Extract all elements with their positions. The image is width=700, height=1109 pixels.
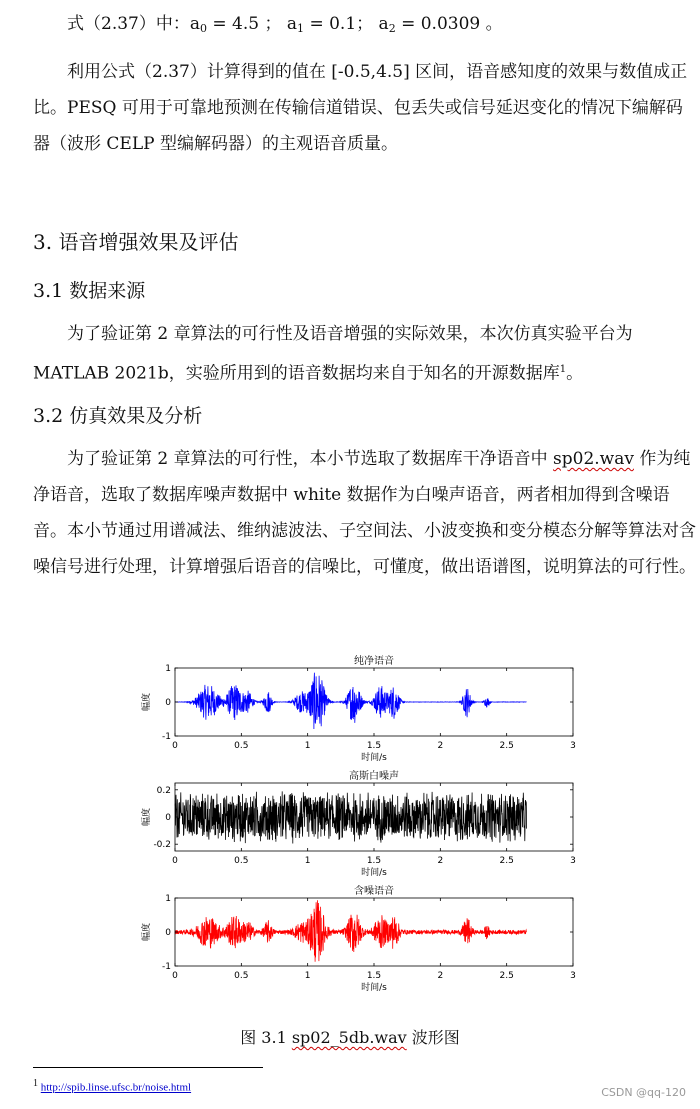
- y-tick-label: 0: [165, 928, 171, 938]
- param-a2: $a_2 = 0.0309$ 。: [373, 14, 503, 35]
- waveform-figure: [0, 648, 700, 1013]
- footnote: [33, 1078, 191, 1094]
- section-heading-3-2: 3.2 仿真效果及分析: [33, 405, 203, 427]
- x-tick-label: 1: [304, 741, 311, 751]
- x-tick-label: 1: [304, 856, 311, 866]
- section-heading-3-1: 3.1 数据来源: [33, 280, 146, 302]
- x-tick-label: 0.5: [234, 971, 249, 981]
- x-tick-label: 1: [304, 971, 311, 981]
- white-noise-chart: [140, 769, 576, 878]
- watermark: CSDN @qq-120: [601, 1086, 686, 1099]
- x-tick-label: 3: [570, 971, 576, 981]
- x-axis-label: 时间/s: [361, 868, 387, 878]
- y-tick-label: 1: [165, 664, 171, 674]
- x-tick-label: 3: [570, 856, 576, 866]
- y-tick-label: -1: [162, 962, 171, 972]
- y-axis-label: 幅度: [142, 807, 152, 827]
- caption-filename: sp02_5db.wav: [291, 1028, 407, 1047]
- waveform-line: [175, 673, 527, 729]
- waveform-line: [175, 900, 527, 962]
- section-heading-3: 3. 语音增强效果及评估: [33, 230, 239, 254]
- y-axis-label: 幅度: [142, 692, 152, 712]
- footnote-number: 1: [33, 1078, 38, 1089]
- y-tick-label: 0: [165, 813, 171, 823]
- x-tick-label: 0.5: [234, 856, 249, 866]
- x-tick-label: 0: [172, 856, 178, 866]
- x-tick-label: 2: [437, 856, 444, 866]
- y-tick-label: 0.2: [156, 785, 171, 796]
- x-tick-label: 2: [437, 971, 444, 981]
- x-tick-label: 0: [172, 971, 178, 981]
- paragraph-simulation: 为了验证第 2 章算法的可行性，本小节选取了数据库干净语音中 sp02.wav 作为纯净语音，选取了数据库噪声数据中 white 数据作为白噪声语音，两者相加得到含噪语音。本小节通过用谱减法、维纳滤波法、子空间法、小波变换和变分模态分解等算法对含噪信号进行处理，计算增强后语音的信噪比，可懂度，做出语谱图，说明算法的可行性。: [33, 449, 696, 577]
- x-tick-label: 2.5: [499, 856, 514, 866]
- y-tick-label: 0: [165, 698, 171, 708]
- chart-title: 高斯白噪声: [349, 771, 399, 782]
- y-tick-label: -0.2: [153, 840, 171, 851]
- x-tick-label: 0.5: [234, 741, 249, 751]
- x-axis-label: 时间/s: [361, 753, 387, 763]
- footnote-ref[interactable]: 1: [559, 364, 567, 375]
- x-axis-label: 时间/s: [361, 983, 387, 993]
- x-tick-label: 2.5: [499, 741, 514, 751]
- x-tick-label: 1.5: [366, 741, 382, 751]
- x-tick-label: 0: [172, 741, 178, 751]
- noisy-speech-chart: [140, 884, 576, 993]
- footnote-link[interactable]: http://spib.linse.ufsc.br/noise.html: [40, 1081, 192, 1094]
- paragraph-data-source: 为了验证第 2 章算法的可行性及语音增强的实际效果，本次仿真实验平台为 MATLAB 2021b，实验所用到的语音数据均来自于知名的开源数据库$^1$。: [33, 324, 633, 384]
- param-a0: $a_0 = 4.5$ ；: [189, 14, 282, 35]
- x-tick-label: 2.5: [499, 971, 514, 981]
- param-a1: $a_1 = 0.1$；: [281, 14, 374, 35]
- clean-speech-chart: [140, 654, 576, 763]
- chart-title: 纯净语音: [354, 656, 394, 667]
- y-tick-label: 1: [165, 894, 171, 904]
- footnote-divider: [33, 1067, 263, 1068]
- y-axis-label: 幅度: [142, 922, 152, 942]
- chart-title: 含噪语音: [354, 886, 394, 897]
- x-tick-label: 1.5: [366, 856, 382, 866]
- filename-sp02: sp02.wav: [553, 449, 634, 469]
- waveform-line: [175, 791, 527, 843]
- formula-prefix: 式（2.37）中：: [67, 14, 190, 34]
- figure-caption: 图 3.1 sp02_5db.wav 波形图: [240, 1028, 460, 1047]
- paragraph-pesq: 利用公式（2.37）计算得到的值在 [-0.5,4.5] 区间，语音感知度的效果与数值成正比。PESQ 可用于可靠地预测在传输信道错误、包丢失或信号延迟变化的情况下编解码器（波形 CELP 型编解码器）的主观语音质量。: [33, 62, 688, 154]
- x-tick-label: 1.5: [366, 971, 382, 981]
- x-tick-label: 2: [437, 741, 444, 751]
- x-tick-label: 3: [570, 741, 576, 751]
- y-tick-label: -1: [162, 732, 171, 742]
- formula-params-line: [33, 6, 697, 47]
